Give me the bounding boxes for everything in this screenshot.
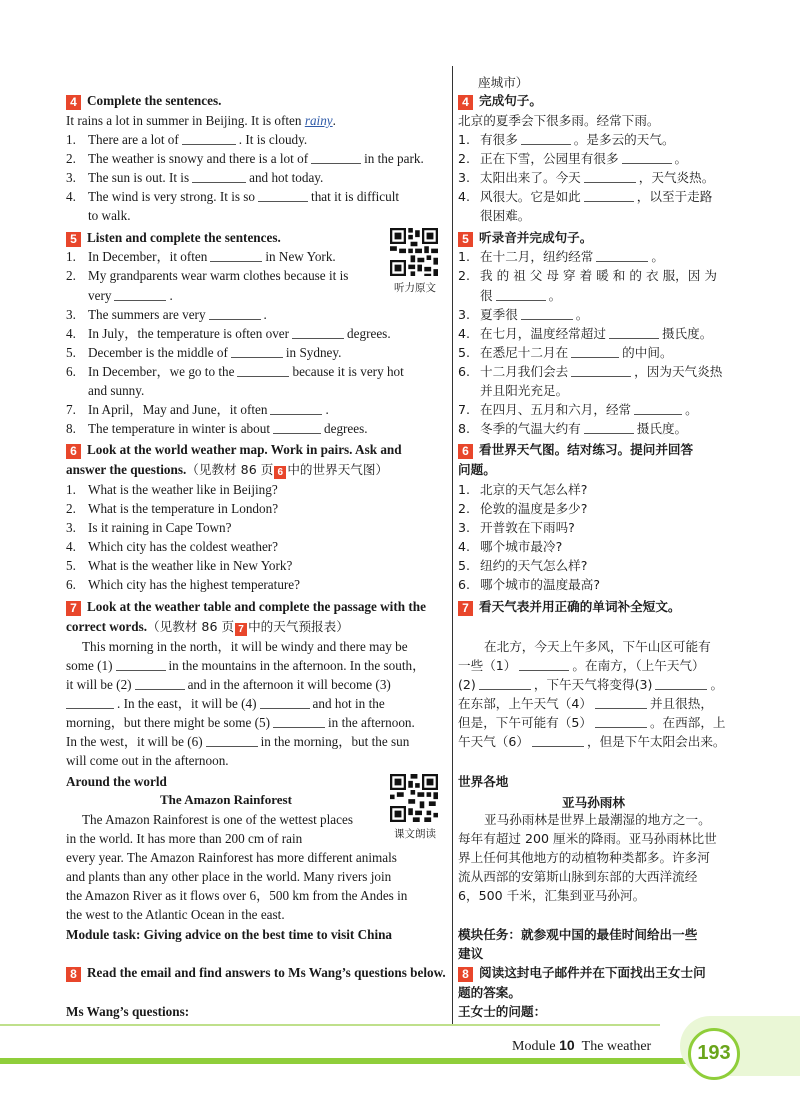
- list-item: 很 。: [480, 288, 562, 303]
- around-the-world-heading: Around the world: [66, 774, 167, 789]
- list-item: 2. 我 的 祖 父 母 穿 着 暖 和 的 衣 服，因 为: [458, 268, 717, 283]
- ms-wang-questions-label: 王女士的问题：: [458, 1004, 547, 1019]
- passage-line: 但是，下午可能有（5） 。在西部，上: [458, 715, 726, 730]
- answer-blank[interactable]: [192, 170, 246, 183]
- continued-text: 座城市）: [478, 75, 529, 90]
- passage-line: 在北方，今天上午多风，下午山区可能有: [484, 639, 711, 654]
- list-item: 2. My grandparents wear warm clothes because it is: [66, 268, 349, 283]
- answer-blank[interactable]: [209, 307, 261, 320]
- section-number-badge: 5: [66, 232, 81, 247]
- reading-line: and plants than any other place in the world. Many rivers join: [66, 869, 392, 884]
- list-item: 8. 冬季的气温大约有 摄氏度。: [458, 421, 688, 436]
- reading-line: 每年有超过 200 厘米的降雨。亚马孙雨林比世: [458, 831, 717, 846]
- footer-bar: [0, 1058, 800, 1064]
- module-task: Module task: Giving advice on the best time to visit China: [66, 927, 393, 942]
- answer-blank[interactable]: [584, 170, 636, 183]
- reading-line: 亚马孙雨林是世界上最潮湿的地方之一。: [484, 812, 711, 827]
- list-item: 1. There are a lot of . It is cloudy.: [66, 132, 308, 147]
- answer-blank[interactable]: [595, 696, 647, 709]
- section-number-badge: 7: [66, 601, 81, 616]
- qr-code-icon[interactable]: [390, 228, 438, 276]
- list-item: 4. The wind is very strong. It is so that it is difficult: [66, 189, 400, 204]
- list-item: 1. 有很多 。是多云的天气。: [458, 132, 675, 147]
- answer-blank[interactable]: [655, 677, 707, 690]
- list-item: 1. 在十二月，纽约经常 。: [458, 249, 664, 264]
- list-item: 5. 在悉尼十二月在 的中间。: [458, 345, 673, 360]
- list-item: 1. 北京的天气怎么样?: [458, 482, 588, 497]
- section-7-heading: 7 Look at the weather table and complete the passage with the: [66, 598, 426, 616]
- reading-line: every year. The Amazon Rainforest has more different animals: [66, 850, 397, 865]
- section-number-badge: 7: [458, 601, 473, 616]
- list-item: 6. 哪个城市的温度最高?: [458, 577, 601, 592]
- answer-blank[interactable]: [231, 345, 283, 358]
- reading-line: 6，500 千米，汇集到亚马孙河。: [458, 888, 646, 903]
- answer-blank[interactable]: [206, 734, 258, 747]
- list-item: 6. 十二月我们会去 ，因为天气炎热: [458, 364, 723, 379]
- answer-blank[interactable]: [584, 189, 634, 202]
- list-item: 4. Which city has the coldest weather?: [66, 539, 279, 554]
- answer-blank[interactable]: [609, 326, 659, 339]
- passage-line: it will be (2) and in the afternoon it will become (3): [66, 677, 391, 692]
- answer-blank[interactable]: [258, 189, 308, 202]
- section-number-badge: 4: [66, 95, 81, 110]
- section-7-heading: 7 看天气表并用正确的单词补全短文。: [458, 598, 681, 616]
- section-6-heading: 6 Look at the world weather map. Work in pairs. Ask and: [66, 441, 402, 459]
- answer-blank[interactable]: [634, 402, 682, 415]
- answer-blank[interactable]: [571, 364, 631, 377]
- section-number-badge: 6: [66, 444, 81, 459]
- list-item: 1. In December，it often in New York.: [66, 249, 336, 264]
- answer-blank[interactable]: [479, 677, 531, 690]
- example-answer: rainy: [304, 113, 333, 128]
- answer-blank[interactable]: [270, 402, 322, 415]
- answer-blank[interactable]: [116, 658, 166, 671]
- reading-line: The Amazon Rainforest is one of the wettest places: [82, 812, 353, 827]
- around-the-world-heading: 世界各地: [458, 774, 509, 789]
- reading-title: 亚马孙雨林: [562, 795, 625, 810]
- list-item: 6. Which city has the highest temperature?: [66, 577, 301, 592]
- list-item: 2. The weather is snowy and there is a lot of in the park.: [66, 151, 424, 166]
- answer-blank[interactable]: [532, 734, 584, 747]
- list-item: 7. In April，May and June，it often .: [66, 402, 329, 417]
- answer-blank[interactable]: [114, 288, 166, 301]
- example-sentence: 北京的夏季会下很多雨。经常下雨。: [458, 113, 660, 128]
- answer-blank[interactable]: [595, 715, 647, 728]
- passage-line: 一些（1） 。在南方，（上午天气）: [458, 658, 705, 673]
- section-8-heading: 8 Read the email and find answers to Ms Wang’s questions below.: [66, 964, 446, 982]
- reading-title: The Amazon Rainforest: [160, 792, 292, 807]
- module-task-cont: 建议: [458, 946, 484, 961]
- list-item: and sunny.: [88, 383, 145, 398]
- list-item: 8. The temperature in winter is about degrees.: [66, 421, 368, 436]
- section-6-heading: 6 看世界天气图。结对练习。提问并回答: [458, 441, 693, 459]
- answer-blank[interactable]: [273, 715, 325, 728]
- list-item: 2. 正在下雪，公园里有很多 。: [458, 151, 688, 166]
- list-item: 3. The summers are very .: [66, 307, 267, 322]
- answer-blank[interactable]: [596, 249, 648, 262]
- passage-line: (2) ，下午天气将变得(3) 。: [458, 677, 724, 692]
- list-item: 3. 开普敦在下雨吗?: [458, 520, 575, 535]
- section-number-badge: 8: [66, 967, 81, 982]
- section-8-heading-cont: 题的答案。: [458, 985, 521, 1000]
- passage-line: This morning in the north，it will be windy and there may be: [82, 639, 408, 654]
- passage-line: will come out in the afternoon.: [66, 753, 229, 768]
- answer-blank[interactable]: [571, 345, 619, 358]
- column-divider: [452, 66, 453, 1026]
- section-5-heading: 5 听录音并完成句子。: [458, 229, 592, 247]
- list-item: 4. In July，the temperature is often over degrees.: [66, 326, 391, 341]
- section-number-badge: 6: [274, 466, 286, 479]
- answer-blank[interactable]: [135, 677, 185, 690]
- list-item: 2. 伦敦的温度是多少?: [458, 501, 588, 516]
- list-item: 并且阳光充足。: [480, 383, 569, 398]
- answer-blank[interactable]: [210, 249, 262, 262]
- passage-line: . In the east，it will be (4) and hot in the: [66, 695, 385, 713]
- section-number-badge: 4: [458, 95, 473, 110]
- list-item: to walk.: [88, 208, 131, 223]
- passage-line: morning，but there might be some (5) in the afternoon.: [66, 715, 415, 730]
- answer-blank[interactable]: [292, 326, 344, 339]
- list-item: 3. 太阳出来了。今天 ，天气炎热。: [458, 170, 715, 185]
- passage-line: 在东部，上午天气（4） 并且很热，: [458, 696, 713, 711]
- list-item: 3. The sun is out. It is and hot today.: [66, 170, 324, 185]
- list-item: 1. What is the weather like in Beijing?: [66, 482, 278, 497]
- list-item: 2. What is the temperature in London?: [66, 501, 279, 516]
- answer-blank[interactable]: [584, 421, 634, 434]
- answer-blank[interactable]: [66, 696, 114, 709]
- section-6-heading-cont: answer the questions.（见教材 86 页 6 中的世界天气图）: [66, 462, 389, 478]
- page-number: 193: [688, 1028, 740, 1080]
- answer-blank[interactable]: [622, 151, 672, 164]
- section-number-badge: 7: [235, 623, 247, 636]
- list-item: 7. 在四月、五月和六月，经常 。: [458, 402, 698, 417]
- passage-line: 午天气（6） ，但是下午太阳会出来。: [458, 734, 726, 749]
- answer-blank[interactable]: [521, 307, 573, 320]
- answer-blank[interactable]: [182, 132, 236, 145]
- module-task: 模块任务：就参观中国的最佳时间给出一些: [458, 927, 698, 942]
- section-number-badge: 5: [458, 232, 473, 247]
- list-item: very .: [88, 288, 173, 303]
- answer-blank[interactable]: [519, 658, 569, 671]
- list-item: 很困难。: [480, 208, 531, 223]
- answer-blank[interactable]: [260, 696, 310, 709]
- list-item: 5. 纽约的天气怎么样?: [458, 558, 588, 573]
- passage-line: In the west，it will be (6) in the morning，but the sun: [66, 734, 410, 749]
- passage-line: some (1) in the mountains in the afternoon. In the south，: [66, 658, 426, 673]
- list-item: 4. 哪个城市最冷?: [458, 539, 563, 554]
- qr-code-icon[interactable]: [390, 774, 438, 822]
- ms-wang-questions-label: Ms Wang’s questions:: [66, 1004, 190, 1019]
- section-6-heading-cont: 问题。: [458, 462, 496, 477]
- answer-blank[interactable]: [521, 132, 571, 145]
- answer-blank[interactable]: [496, 288, 546, 301]
- answer-blank[interactable]: [237, 364, 289, 377]
- list-item: 3. 夏季很 。: [458, 307, 589, 322]
- section-4-heading: 4 Complete the sentences.: [66, 92, 221, 110]
- footer-module-label: Module 10 The weather: [512, 1037, 652, 1054]
- list-item: 3. Is it raining in Cape Town?: [66, 520, 232, 535]
- reading-line: 流从西部的安第斯山脉到东部的大西洋流经: [458, 869, 698, 884]
- example-sentence: It rains a lot in summer in Beijing. It is often rainy.: [66, 113, 336, 128]
- reading-line: in the world. It has more than 200 cm of rain: [66, 831, 303, 846]
- qr-caption: 课文朗读: [394, 828, 436, 840]
- reading-line: the Amazon River as it flows over 6，500 km from the Andes in: [66, 888, 408, 903]
- reading-line: 界上任何其他地方的动植物种类都多。许多河: [458, 850, 710, 865]
- footer-rule: [0, 1024, 660, 1026]
- list-item: 5. December is the middle of in Sydney.: [66, 345, 342, 360]
- answer-blank[interactable]: [273, 421, 321, 434]
- section-number-badge: 8: [458, 967, 473, 982]
- section-4-heading: 4 完成句子。: [458, 92, 542, 110]
- reading-line: the west to the Atlantic Ocean in the east.: [66, 907, 285, 922]
- list-item: 4. 在七月，温度经常超过 摄氏度。: [458, 326, 713, 341]
- section-5-heading: 5 Listen and complete the sentences.: [66, 229, 281, 247]
- list-item: 5. What is the weather like in New York?: [66, 558, 293, 573]
- section-number-badge: 6: [458, 444, 473, 459]
- list-item: 6. In December，we go to the because it is very hot: [66, 364, 404, 379]
- section-8-heading: 8 阅读这封电子邮件并在下面找出王女士问: [458, 964, 706, 982]
- section-7-heading-cont: correct words.（见教材 86 页 7 中的天气预报表）: [66, 619, 349, 635]
- list-item: 4. 风很大。它是如此 ，以至于走路: [458, 189, 713, 204]
- answer-blank[interactable]: [311, 151, 361, 164]
- qr-caption: 听力原文: [394, 282, 436, 294]
